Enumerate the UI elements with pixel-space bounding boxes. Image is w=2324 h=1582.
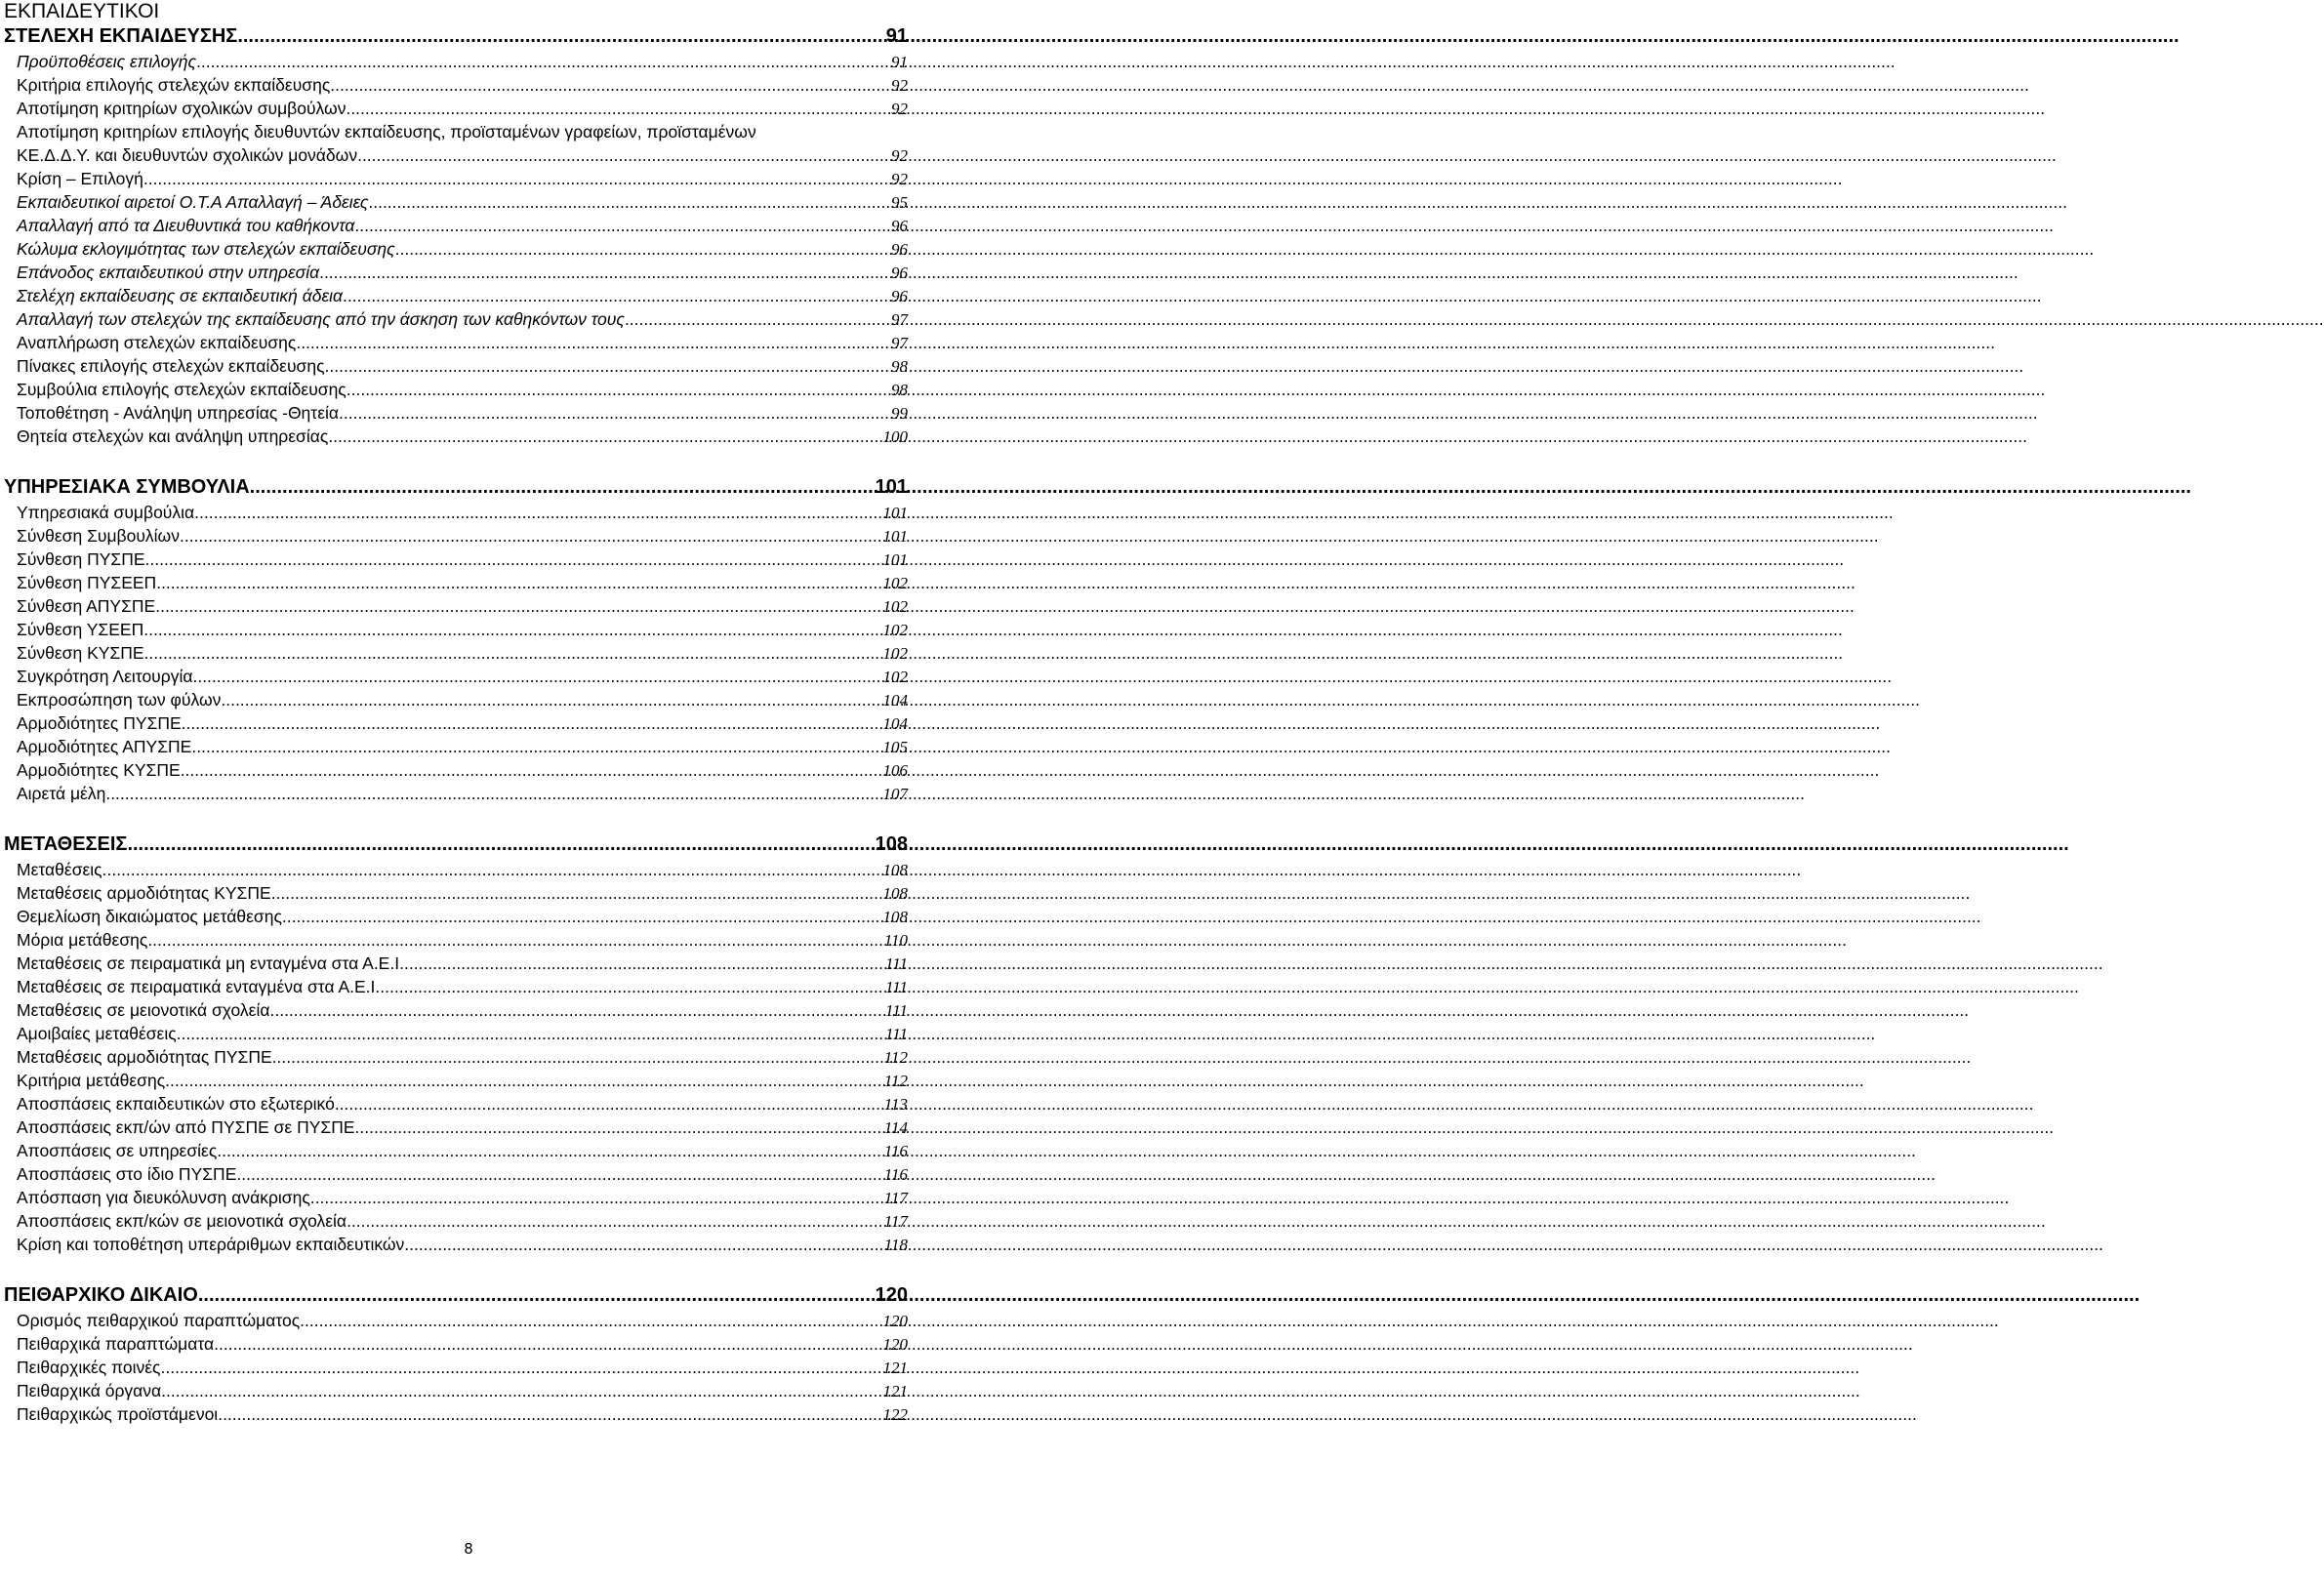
entry-label: Κριτήρια επιλογής στελεχών εκπαίδευσης	[17, 75, 331, 95]
chapter-title: ΕΚΠΑΙΔΕΥΤΙΚΟΙ	[4, 0, 160, 22]
toc-entry[interactable]	[4, 1402, 908, 1426]
toc-entry[interactable]	[4, 307, 908, 331]
toc-entry[interactable]	[4, 120, 908, 167]
entry-label: Πειθαρχικώς προϊστάμενοι	[17, 1404, 219, 1424]
dot-leader	[347, 1209, 884, 1233]
dot-leader	[161, 1356, 883, 1379]
dot-leader	[105, 782, 882, 805]
entry-page-number: 100	[882, 427, 908, 446]
entry-page-number: 92	[891, 170, 908, 188]
entry-page-number: 102	[882, 597, 908, 616]
toc-entry[interactable]	[4, 284, 908, 307]
entry-label: Θεμελίωση δικαιώματος μετάθεσης	[17, 907, 282, 926]
section-spacer	[4, 1256, 908, 1282]
entry-label: Μεταθέσεις	[17, 860, 102, 879]
entry-label: Αναπλήρωση στελεχών εκπαίδευσης	[17, 333, 297, 352]
entry-page-number: 122	[882, 1405, 908, 1424]
dot-leader	[354, 214, 891, 237]
toc-entry[interactable]	[4, 782, 908, 805]
dot-leader	[221, 688, 882, 711]
dot-leader	[182, 711, 883, 735]
entry-label-line: Αποτίμηση κριτηρίων επιλογής διευθυντών εκπαίδευσης, προϊσταμένων γραφείων, προϊσταμένων	[17, 122, 756, 142]
dot-leader	[143, 618, 882, 641]
toc-entry[interactable]	[4, 1356, 908, 1379]
entry-label: Μεταθέσεις σε πειραματικά ενταγμένα στα Α.Ε.Ι.	[17, 977, 381, 996]
toc-entry[interactable]	[4, 1069, 908, 1092]
toc-entry[interactable]	[4, 998, 908, 1022]
dot-leader	[218, 1402, 882, 1426]
toc-section-heading[interactable]	[4, 23, 908, 50]
entry-label: Σύνθεση ΚΥΣΠΕ	[17, 643, 144, 663]
entry-label: Αρμοδιότητες ΚΥΣΠΕ	[17, 760, 181, 780]
toc-entry[interactable]	[4, 378, 908, 401]
toc-entry[interactable]	[4, 50, 908, 73]
entry-label: Κριτήρια μετάθεσης	[17, 1071, 166, 1090]
entry-label: Απόσπαση για διευκόλυνση ανάκρισης	[17, 1188, 310, 1207]
entry-label: Πειθαρχικές ποινές	[17, 1358, 161, 1377]
dot-leader	[330, 73, 891, 97]
entry-page-number: 108	[882, 908, 908, 926]
entry-label: Μεταθέσεις αρμοδιότητας ΠΥΣΠΕ	[17, 1047, 272, 1067]
entry-label: Αποσπάσεις στο ίδιο ΠΥΣΠΕ	[17, 1164, 237, 1184]
dot-leader	[625, 307, 891, 331]
dot-leader	[300, 1309, 882, 1332]
dot-leader	[237, 23, 885, 50]
toc-entry[interactable]	[4, 524, 908, 548]
entry-label: Συμβούλια επιλογής στελεχών εκπαίδευσης	[17, 380, 347, 399]
dot-leader	[180, 524, 883, 548]
toc-entry[interactable]	[4, 905, 908, 928]
toc-entry[interactable]	[4, 928, 908, 952]
entry-label: Αρμοδιότητες ΠΥΣΠΕ	[17, 713, 182, 733]
dot-leader	[143, 167, 891, 190]
toc-entry[interactable]	[4, 881, 908, 905]
entry-label: Συγκρότηση Λειτουργία	[17, 667, 193, 686]
dot-leader	[328, 425, 882, 448]
entry-page-number: 98	[891, 357, 908, 376]
entry-label: Επάνοδος εκπαιδευτικού στην υπηρεσία	[17, 263, 320, 282]
dot-leader	[319, 261, 891, 284]
dot-leader	[192, 665, 882, 688]
entry-label: Αποσπάσεις εκπ/ών από ΠΥΣΠΕ σε ΠΥΣΠΕ	[17, 1117, 355, 1137]
entry-label: Στελέχη εκπαίδευσης σε εκπαιδευτική άδεια	[17, 286, 344, 305]
entry-page-number: 116	[883, 1165, 908, 1184]
dot-leader	[335, 1092, 884, 1116]
dot-leader	[196, 50, 891, 73]
entry-label: Σύνθεση ΠΥΣΠΕ	[17, 549, 145, 569]
toc-entry[interactable]	[4, 618, 908, 641]
dot-leader	[272, 1045, 884, 1069]
dot-leader	[155, 594, 882, 618]
dot-leader	[325, 354, 891, 378]
dot-leader	[346, 97, 891, 120]
entry-page-number: 96	[891, 287, 908, 305]
toc-entry[interactable]	[4, 665, 908, 688]
entry-label: ΚΕ.Δ.Δ.Υ. και διευθυντών σχολικών μονάδων	[17, 145, 358, 165]
entry-page-number: 101	[882, 550, 908, 569]
dot-leader	[145, 548, 883, 571]
toc-section-heading[interactable]	[4, 474, 908, 501]
toc-entry[interactable]	[4, 571, 908, 594]
entry-label: Μεταθέσεις σε μειονοτικά σχολεία	[17, 1000, 270, 1020]
entry-page-number: 105	[882, 738, 908, 756]
dot-leader	[404, 952, 885, 975]
dot-leader	[355, 1116, 884, 1139]
entry-page-number: 121	[882, 1382, 908, 1400]
toc-entry[interactable]	[4, 688, 908, 711]
dot-leader	[339, 401, 891, 425]
dot-leader	[250, 474, 876, 501]
entry-page-number: 92	[891, 76, 908, 95]
entry-label: Σύνθεση ΠΥΣΕΕΠ	[17, 573, 157, 592]
entry-label: Απαλλαγή από τα Διευθυντικά του καθήκοντα	[17, 216, 355, 235]
toc-entry[interactable]	[4, 1116, 908, 1139]
entry-label: Αμοιβαίες μεταθέσεις	[17, 1024, 177, 1043]
toc-entry[interactable]	[4, 261, 908, 284]
entry-page-number: 113	[883, 1095, 908, 1114]
toc-entry[interactable]	[4, 1022, 908, 1045]
dot-leader	[217, 1139, 883, 1162]
entry-page-number: 112	[883, 1072, 908, 1090]
toc-entry[interactable]	[4, 758, 908, 782]
entry-label: Αποσπάσεις σε υπηρεσίες	[17, 1141, 218, 1160]
entry-page-number: 111	[885, 954, 908, 973]
toc-section-heading[interactable]	[4, 832, 908, 858]
dot-leader	[404, 1233, 883, 1256]
toc-entry[interactable]	[4, 952, 908, 975]
toc-entry[interactable]	[4, 1092, 908, 1116]
section-title: ΥΠΗΡΕΣΙΑΚΑ ΣΥΜΒΟΥΛΙΑ	[4, 476, 250, 498]
dot-leader	[271, 881, 883, 905]
toc-section-heading[interactable]	[4, 1282, 908, 1309]
entry-page-number: 104	[882, 714, 908, 733]
entry-page-number: 99	[891, 404, 908, 423]
toc-entry[interactable]	[4, 1209, 908, 1233]
toc-entry[interactable]	[4, 214, 908, 237]
entry-label: Πειθαρχικά όργανα	[17, 1381, 162, 1400]
toc-entry[interactable]	[4, 1162, 908, 1186]
page-number: 8	[464, 1540, 473, 1558]
toc-entry[interactable]	[4, 1186, 908, 1209]
entry-page-number: 111	[885, 1001, 908, 1020]
entry-page-number: 106	[882, 761, 908, 780]
section-page-number: 108	[875, 833, 908, 855]
dot-leader	[395, 237, 891, 261]
entry-page-number: 107	[882, 785, 908, 803]
toc-entry[interactable]	[4, 73, 908, 97]
dot-leader	[177, 1022, 885, 1045]
toc-entry[interactable]	[4, 425, 908, 448]
toc-entry[interactable]	[4, 97, 908, 120]
section-page-number: 101	[875, 476, 908, 498]
dot-leader	[269, 998, 885, 1022]
entry-label: Σύνθεση ΥΣΕΕΠ	[17, 620, 144, 639]
entry-label: Σύνθεση ΑΠΥΣΠΕ	[17, 596, 156, 616]
toc-entry[interactable]	[4, 1379, 908, 1402]
entry-label: Αποσπάσεις εκπ/κών σε μειονοτικά σχολεία	[17, 1211, 347, 1231]
entry-page-number: 116	[883, 1142, 908, 1160]
toc-entry[interactable]	[4, 1233, 908, 1256]
table-of-contents	[4, 0, 908, 1426]
dot-leader	[214, 1332, 882, 1356]
entry-page-number: 111	[885, 1025, 908, 1043]
entry-page-number: 104	[882, 691, 908, 710]
toc-entry[interactable]	[4, 1332, 908, 1356]
entry-page-number: 102	[882, 621, 908, 639]
entry-label: Αιρετά μέλη	[17, 784, 106, 803]
entry-label: Εκπαιδευτικοί αιρετοί Ο.Τ.Α Απαλλαγή – Άδειες	[17, 192, 369, 212]
entry-page-number: 120	[882, 1335, 908, 1354]
toc-entry[interactable]	[4, 331, 908, 354]
entry-page-number: 102	[882, 574, 908, 592]
toc-entry[interactable]	[4, 711, 908, 735]
entry-label: Κρίση και τοποθέτηση υπεράριθμων εκπαιδευτικών	[17, 1235, 405, 1254]
dot-leader	[102, 858, 883, 881]
dot-leader	[310, 1186, 884, 1209]
dot-leader	[181, 758, 883, 782]
dot-leader	[144, 641, 883, 665]
entry-label: Απαλλαγή των στελεχών της εκπαίδευσης από την άσκηση των καθηκόντων τους	[17, 309, 625, 329]
entry-page-number: 96	[891, 240, 908, 259]
dot-leader	[282, 905, 883, 928]
entry-label: Αποτίμηση κριτηρίων σχολικών συμβούλων	[17, 99, 347, 118]
toc-entry[interactable]	[4, 237, 908, 261]
toc-entry[interactable]	[4, 167, 908, 190]
dot-leader	[198, 1282, 876, 1309]
section-title: ΣΤΕΛΕΧΗ ΕΚΠΑΙΔΕΥΣΗΣ	[4, 25, 238, 47]
entry-page-number: 102	[882, 644, 908, 663]
dot-leader	[236, 1162, 883, 1186]
section-spacer	[4, 448, 908, 474]
entry-page-number: 110	[883, 931, 908, 950]
section-page-number: 91	[885, 25, 908, 47]
section-page-number: 120	[875, 1284, 908, 1306]
toc-entry[interactable]	[4, 1309, 908, 1332]
entry-page-number: 111	[885, 978, 908, 996]
toc-entry[interactable]	[4, 354, 908, 378]
entry-label: Αποσπάσεις εκπαιδευτικών στο εξωτερικό	[17, 1094, 335, 1114]
entry-line	[17, 143, 908, 168]
entry-label: Ορισμός πειθαρχικού παραπτώματος	[17, 1311, 301, 1330]
entry-page-number: 97	[891, 310, 908, 329]
dot-leader	[296, 331, 891, 354]
entry-page-number: 92	[891, 146, 908, 165]
dot-leader	[347, 378, 891, 401]
entry-label: Μεταθέσεις σε πειραματικά μη ενταγμένα στα Α.Ε.Ι.	[17, 953, 404, 973]
toc-entry[interactable]	[4, 858, 908, 881]
toc-entry[interactable]	[4, 641, 908, 665]
section-title: ΜΕΤΑΘΕΣΕΙΣ	[4, 833, 128, 855]
entry-label: Μεταθέσεις αρμοδιότητας ΚΥΣΠΕ	[17, 883, 271, 903]
entry-page-number: 108	[882, 884, 908, 903]
dot-leader	[368, 190, 891, 214]
entry-page-number: 118	[883, 1236, 908, 1254]
entry-page-number: 97	[891, 334, 908, 352]
entry-page-number: 102	[882, 668, 908, 686]
entry-label: Εκπροσώπηση των φύλων	[17, 690, 222, 710]
entry-page-number: 117	[883, 1189, 908, 1207]
toc-entry[interactable]	[4, 1139, 908, 1162]
entry-page-number: 108	[882, 861, 908, 879]
toc-entry[interactable]	[4, 501, 908, 524]
toc-entry[interactable]	[4, 735, 908, 758]
dot-leader	[156, 571, 882, 594]
dot-leader	[194, 501, 882, 524]
section-title: ΠΕΙΘΑΡΧΙΚΟ ΔΙΚΑΙΟ	[4, 1284, 198, 1306]
entry-label: Θητεία στελεχών και ανάληψη υπηρεσίας	[17, 426, 329, 446]
toc-entry[interactable]	[4, 401, 908, 425]
entry-label: Κρίση – Επιλογή	[17, 169, 143, 188]
toc-entry[interactable]	[4, 1045, 908, 1069]
entry-page-number: 95	[891, 193, 908, 212]
dot-leader	[343, 284, 891, 307]
entry-label: Κώλυμα εκλογιμότητας των στελεχών εκπαίδευσης	[17, 239, 395, 259]
entry-label: Μόρια μετάθεσης	[17, 930, 148, 950]
dot-leader	[191, 735, 882, 758]
entry-label: Προϋποθέσεις επιλογής	[17, 52, 197, 71]
entry-page-number: 98	[891, 381, 908, 399]
entry-page-number: 120	[882, 1312, 908, 1330]
entry-page-number: 101	[882, 527, 908, 546]
dot-leader	[357, 143, 891, 167]
entry-page-number: 96	[891, 264, 908, 282]
entry-label: Πειθαρχικά παραπτώματα	[17, 1334, 215, 1354]
entry-label: Τοποθέτηση - Ανάληψη υπηρεσίας -Θητεία	[17, 403, 340, 423]
dot-leader	[161, 1379, 882, 1402]
entry-page-number: 91	[891, 53, 908, 71]
dot-leader	[165, 1069, 884, 1092]
toc-entry[interactable]	[4, 594, 908, 618]
entry-page-number: 117	[883, 1212, 908, 1231]
entry-page-number: 101	[882, 504, 908, 522]
dot-leader	[127, 832, 875, 858]
entry-label: Σύνθεση Συμβουλίων	[17, 526, 180, 546]
entry-label: Πίνακες επιλογής στελεχών εκπαίδευσης	[17, 356, 325, 376]
toc-entry[interactable]	[4, 548, 908, 571]
entry-page-number: 96	[891, 217, 908, 235]
section-spacer	[4, 805, 908, 832]
entry-page-number: 92	[891, 100, 908, 118]
entry-page-number: 112	[883, 1048, 908, 1067]
entry-page-number: 114	[883, 1118, 908, 1137]
entry-label: Αρμοδιότητες ΑΠΥΣΠΕ	[17, 737, 192, 756]
dot-leader	[147, 928, 883, 952]
dot-leader	[380, 975, 885, 998]
toc-entry[interactable]	[4, 190, 908, 214]
entry-label: Υπηρεσιακά συμβούλια	[17, 503, 195, 522]
entry-page-number: 121	[882, 1359, 908, 1377]
toc-entry[interactable]	[4, 975, 908, 998]
